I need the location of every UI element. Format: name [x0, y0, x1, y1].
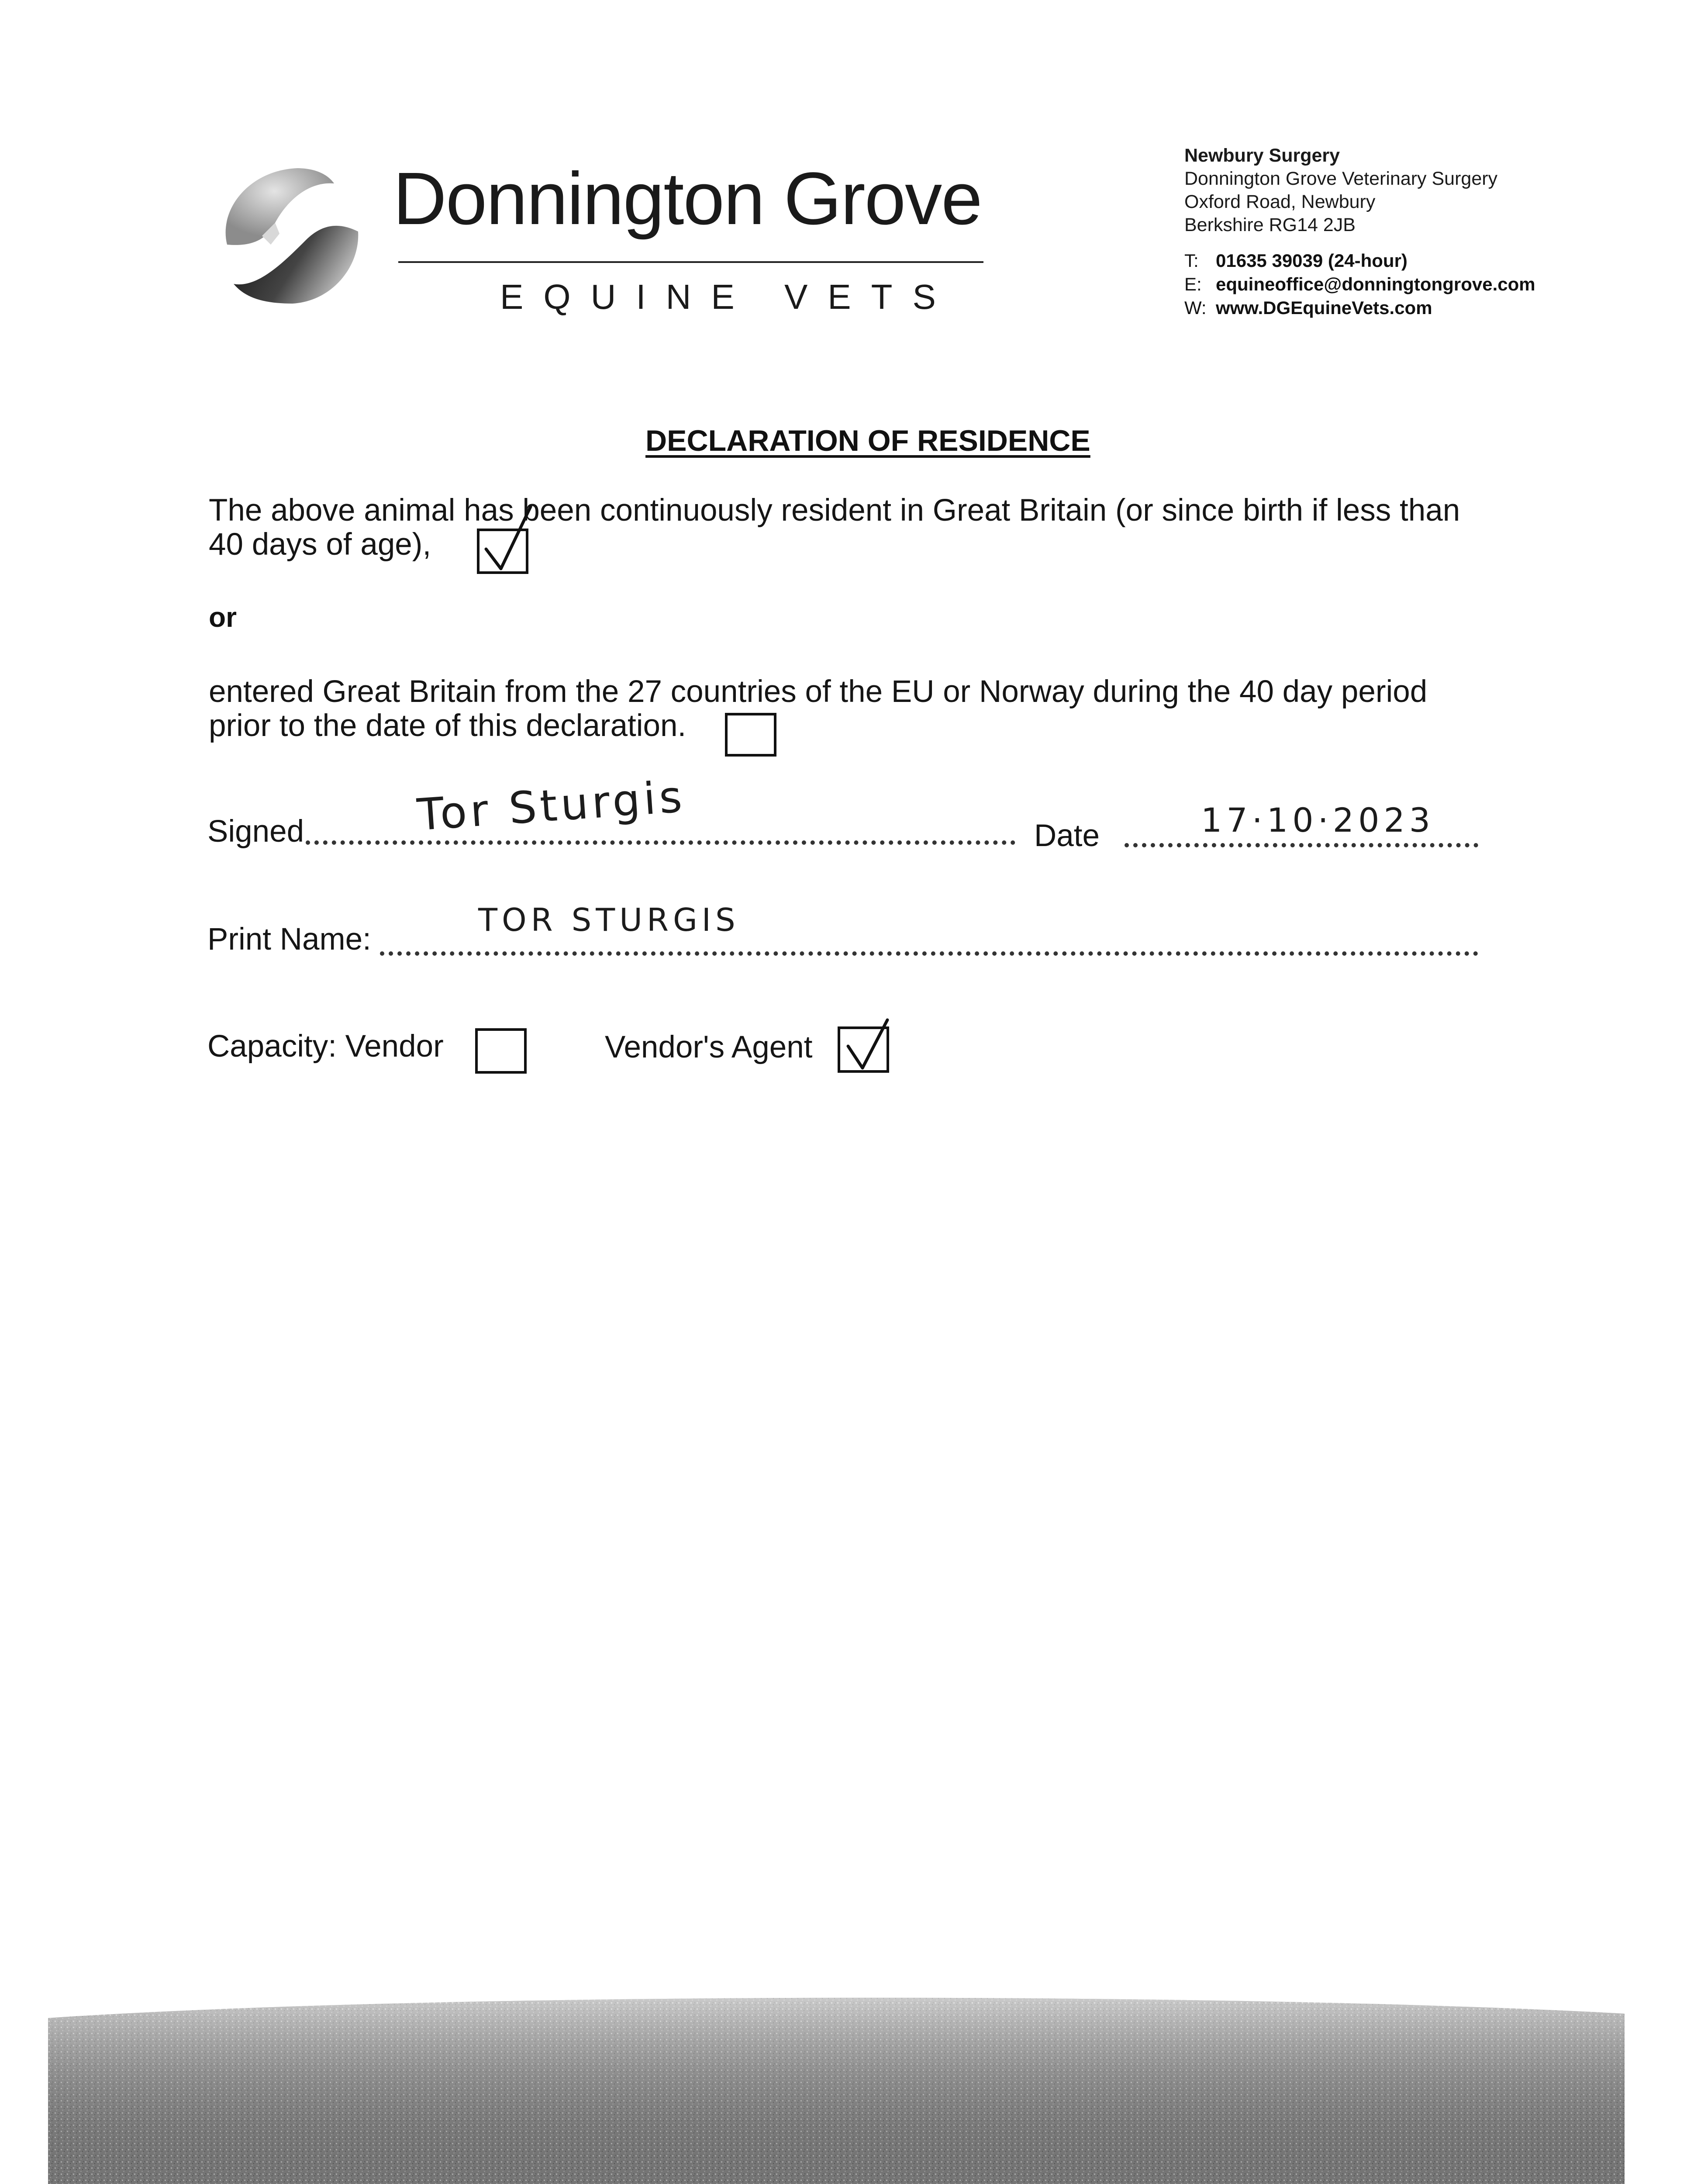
entry-option-text: [209, 675, 1427, 743]
entry-option-line-1: entered Great Britain from the 27 countries of the EU or Norway during the 40 day period: [209, 674, 1428, 709]
vendors-agent-label: Vendor's Agent: [605, 1030, 813, 1064]
website: www.DGEquineVets.com: [1216, 297, 1432, 318]
email-key: E:: [1184, 274, 1202, 294]
surgery-address: [1184, 144, 1497, 237]
web-key: W:: [1184, 297, 1207, 318]
brand-divider: [398, 261, 983, 263]
residence-option-line-2: 40 days of age),: [209, 527, 431, 562]
signature: Tor Sturgis: [415, 771, 687, 841]
declaration-title: DECLARATION OF RESIDENCE: [645, 424, 1090, 457]
entry-checkbox[interactable]: [725, 713, 776, 757]
address-line-2: Oxford Road, Newbury: [1184, 191, 1376, 212]
date-line: [1125, 843, 1478, 847]
residence-option-text: [209, 494, 1460, 562]
address-heading: Newbury Surgery: [1184, 145, 1340, 166]
donnington-grove-logo-icon: [210, 157, 376, 323]
vendors-agent-checkmark-icon: [838, 1016, 895, 1075]
entry-option-line-2: prior to the date of this declaration.: [209, 708, 687, 743]
date-label: Date: [1034, 819, 1100, 853]
brand-subtitle: EQUINE VETS: [500, 277, 956, 316]
print-name-label: Print Name:: [207, 922, 371, 957]
capacity-vendor-label: Capacity: Vendor: [207, 1029, 444, 1064]
address-line-1: Donnington Grove Veterinary Surgery: [1184, 168, 1498, 189]
phone-key: T:: [1184, 250, 1199, 271]
print-name-line: [380, 951, 1478, 956]
phone-number: 01635 39039 (24-hour): [1216, 250, 1408, 271]
surgery-contact: [1184, 249, 1535, 320]
residence-option-line-1: The above animal has been continuously resident in Great Britain (or since birth if less than: [209, 493, 1460, 528]
signed-label: Signed: [207, 814, 304, 849]
vendor-checkbox[interactable]: [475, 1028, 527, 1074]
or-separator: or: [209, 601, 237, 633]
footer-decorative-band: [48, 1983, 1625, 2184]
brand-name: Donnington Grove: [393, 157, 982, 240]
residence-checkmark-icon: [478, 503, 535, 573]
date-value: 17·10·2023: [1201, 801, 1435, 840]
print-name-value: TOR STURGIS: [478, 902, 740, 938]
signature-line: [306, 840, 1015, 845]
address-line-3: Berkshire RG14 2JB: [1184, 214, 1356, 235]
email-address: equineoffice@donningtongrove.com: [1216, 274, 1535, 294]
